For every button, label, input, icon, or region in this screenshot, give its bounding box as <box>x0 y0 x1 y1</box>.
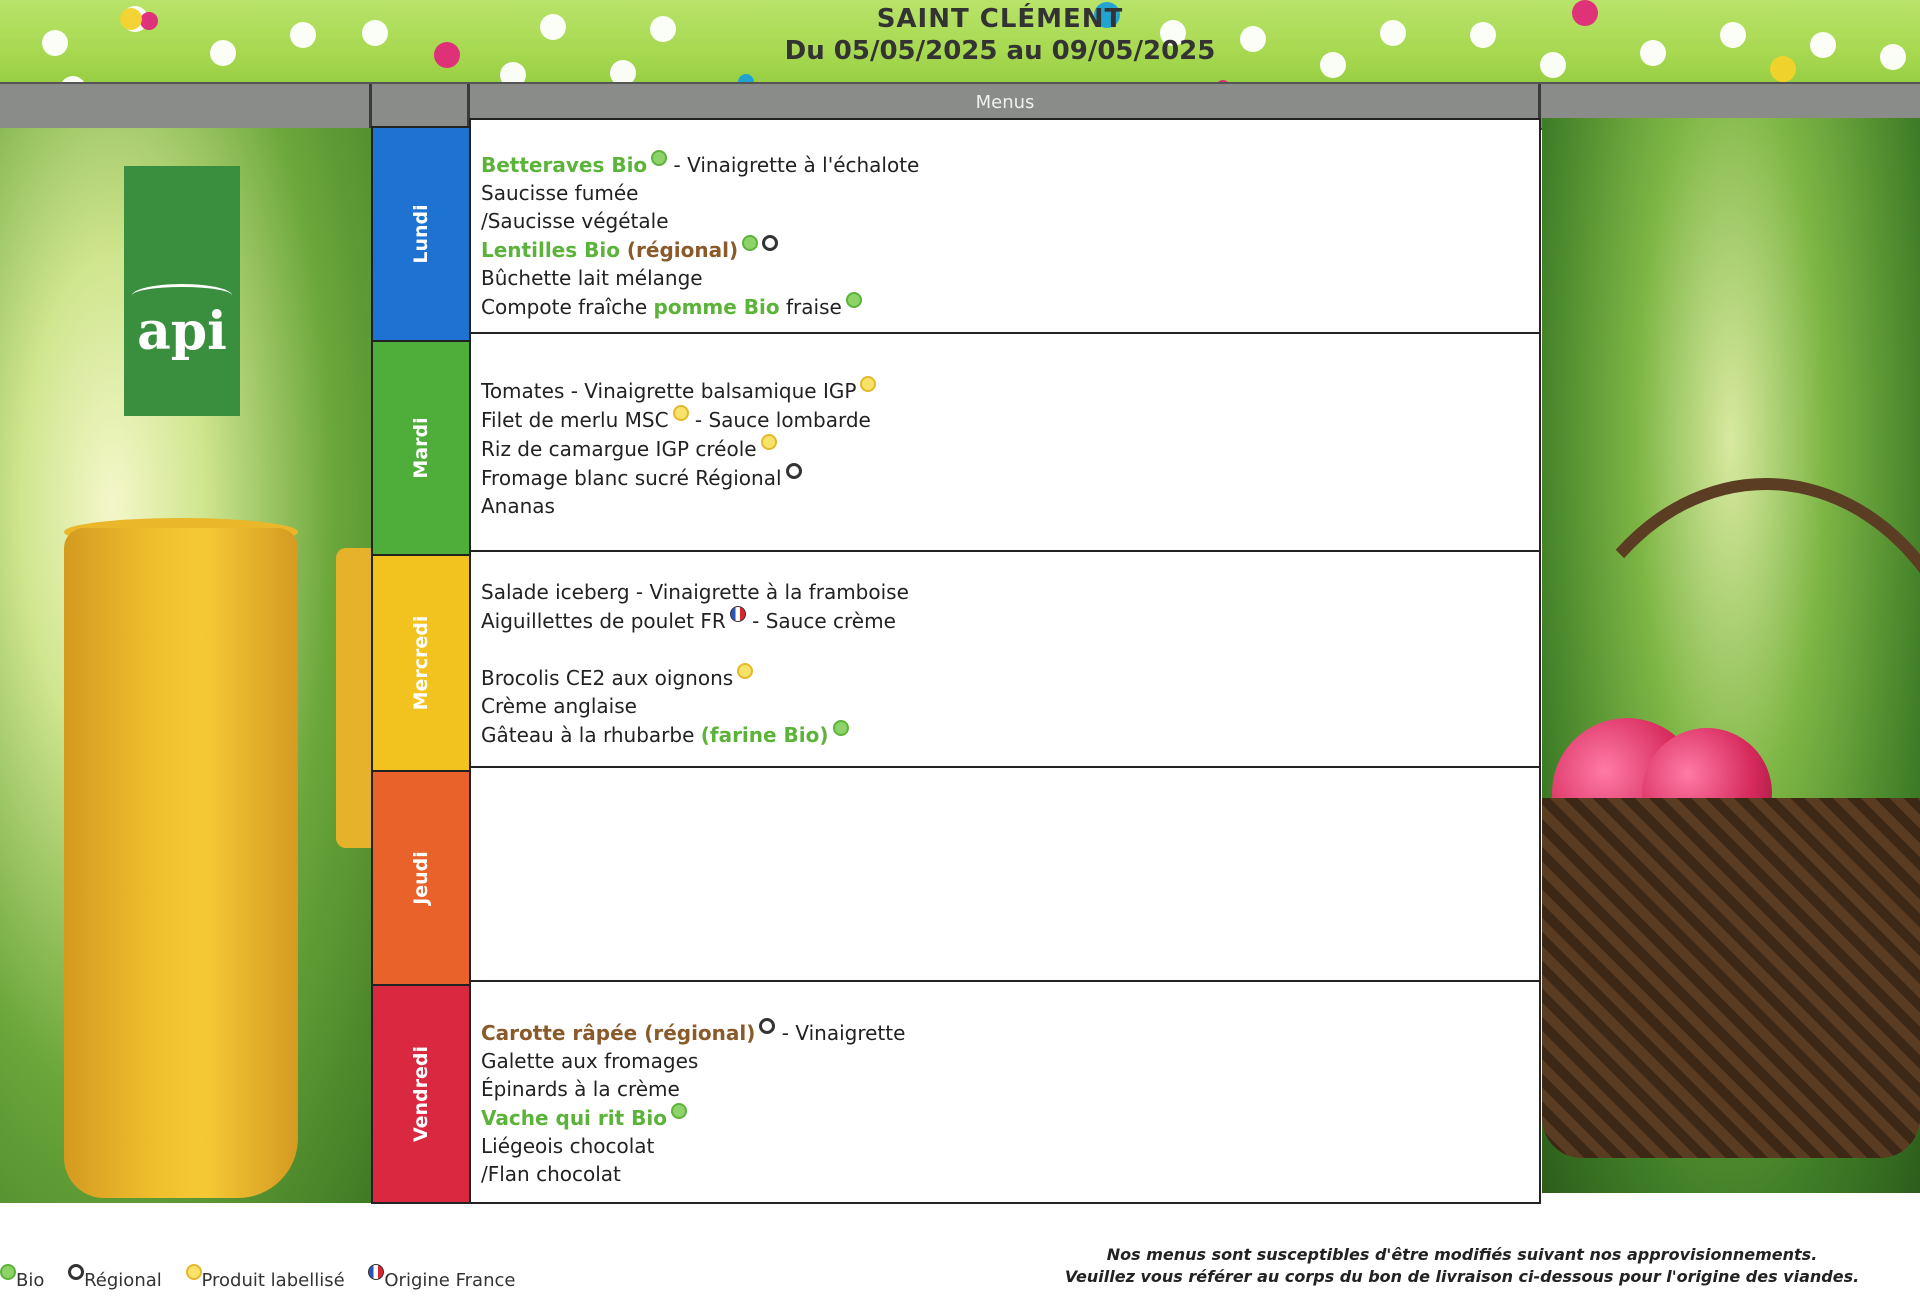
bio-icon <box>0 1264 16 1280</box>
bio-icon <box>651 150 667 166</box>
menu-item <box>481 235 919 264</box>
menu-item <box>481 578 909 606</box>
menu-item <box>481 207 919 235</box>
menus-header-label: Menus <box>975 92 1035 113</box>
menu-item <box>481 150 919 179</box>
title-block <box>0 4 1920 66</box>
menu-item <box>481 1075 905 1103</box>
menu-cell-jeudi <box>469 766 1541 982</box>
label-icon <box>737 663 753 679</box>
menu-cell-mercredi <box>469 550 1541 768</box>
menu-cell-vendredi <box>469 980 1541 1204</box>
menu-item <box>481 405 876 434</box>
left-decorative-photo <box>0 128 374 1203</box>
day-label: Mardi <box>410 417 432 479</box>
menu-item-text: Salade iceberg - Vinaigrette à la framboise <box>481 580 909 604</box>
menu-cell-lundi <box>469 118 1541 334</box>
menu-item-text: Filet de merlu MSC <box>481 408 669 432</box>
menu-item <box>481 434 876 463</box>
menu-item-text: (régional) <box>619 238 739 262</box>
day-cell-vendredi <box>371 984 471 1204</box>
menu-item <box>481 663 909 692</box>
legend-france: Origine France <box>364 1264 515 1291</box>
menu-item-text: Betteraves Bio <box>481 153 648 177</box>
menu-item-text: Bûchette lait mélange <box>481 266 703 290</box>
day-cell-mercredi <box>371 554 471 772</box>
day-label: Jeudi <box>410 851 432 905</box>
legend-regional: Régional <box>64 1264 162 1291</box>
menu-item <box>481 463 876 492</box>
header-banner <box>0 0 1920 92</box>
menu-item <box>481 292 919 321</box>
menu-item-text: - Vinaigrette à l'échalote <box>667 153 920 177</box>
regional-icon <box>759 1018 775 1034</box>
day-cell-jeudi <box>371 770 471 986</box>
menu-item-text: Galette aux fromages <box>481 1049 699 1073</box>
menu-item <box>481 635 909 663</box>
legend-label: Produit labellisé <box>182 1264 345 1291</box>
menu-item-text: fraise <box>779 295 842 319</box>
label-icon <box>860 376 876 392</box>
menu-item-text: Vache qui rit Bio <box>481 1106 667 1130</box>
day-cell-mardi <box>371 340 471 556</box>
menu-item <box>481 179 919 207</box>
menu-item-text: /Saucisse végétale <box>481 209 669 233</box>
menu-item <box>481 692 909 720</box>
menu-item <box>481 1018 905 1047</box>
yellow-boot-illustration <box>64 528 298 1198</box>
menu-item-text: Carotte râpée (régional) <box>481 1021 756 1045</box>
menu-item-text: Ananas <box>481 494 555 518</box>
label-icon <box>673 405 689 421</box>
menu-item <box>481 1132 905 1160</box>
day-label: Mercredi <box>410 615 432 711</box>
bio-icon <box>671 1103 687 1119</box>
menu-item-text: - Sauce crème <box>745 609 896 633</box>
menu-item-text: Épinards à la crème <box>481 1077 680 1101</box>
menu-item <box>481 1047 905 1075</box>
menu-item-text: Saucisse fumée <box>481 181 639 205</box>
label-icon <box>186 1264 202 1280</box>
regional-icon <box>762 235 778 251</box>
menu-item-text: Aiguillettes de poulet FR <box>481 609 726 633</box>
menu-item <box>481 264 919 292</box>
france-flag-icon <box>730 606 746 622</box>
menu-item-text: Liégeois chocolat <box>481 1134 655 1158</box>
bio-icon <box>846 292 862 308</box>
api-logo: api <box>124 166 240 416</box>
menu-item-text: Compote fraîche <box>481 295 654 319</box>
menu-item-text: Tomates - Vinaigrette balsamique IGP <box>481 379 857 403</box>
menu-item-text: /Flan chocolat <box>481 1162 621 1186</box>
menu-item-text: - Vinaigrette <box>775 1021 906 1045</box>
legend <box>0 1264 529 1291</box>
day-label: Vendredi <box>410 1045 432 1143</box>
day-cell-lundi <box>371 126 471 342</box>
notice-text: Nos menus sont susceptibles d'être modifiés suivant nos approvisionnements. Veuillez vous référer au corps du bon de livraison ci-dessous pour l'origine des viandes. <box>1064 1245 1860 1286</box>
france-flag-icon <box>368 1264 384 1280</box>
apple-basket <box>1542 798 1920 1158</box>
label-icon <box>761 434 777 450</box>
day-label: Lundi <box>410 204 432 264</box>
right-decorative-photo <box>1542 118 1920 1193</box>
legend-bio: Bio <box>0 1264 44 1291</box>
menu-item-text: Crème anglaise <box>481 694 637 718</box>
menu-item <box>481 1160 905 1188</box>
menu-cell-mardi <box>469 332 1541 552</box>
menu-item <box>481 1103 905 1132</box>
menu-item-text: Fromage blanc sucré Régional <box>481 466 782 490</box>
menu-item <box>481 492 876 520</box>
menu-item-text: pomme Bio <box>653 295 780 319</box>
menu-item-text: (farine Bio) <box>700 723 829 747</box>
menu-item-text: Riz de camargue IGP créole <box>481 437 757 461</box>
date-range: Du 05/05/2025 au 09/05/2025 <box>784 36 1216 66</box>
page-title: SAINT CLÉMENT <box>876 4 1124 34</box>
menu-item <box>481 376 876 405</box>
bio-icon <box>833 720 849 736</box>
menu-item <box>481 606 909 635</box>
menu-item-text: Gâteau à la rhubarbe <box>481 723 701 747</box>
menu-item-text: Lentilles Bio <box>481 238 620 262</box>
menu-item-text: Brocolis CE2 aux oignons <box>481 666 734 690</box>
regional-icon <box>786 463 802 479</box>
bio-icon <box>742 235 758 251</box>
regional-icon <box>68 1264 84 1280</box>
menu-item <box>481 720 909 749</box>
menu-item-text: - Sauce lombarde <box>688 408 871 432</box>
